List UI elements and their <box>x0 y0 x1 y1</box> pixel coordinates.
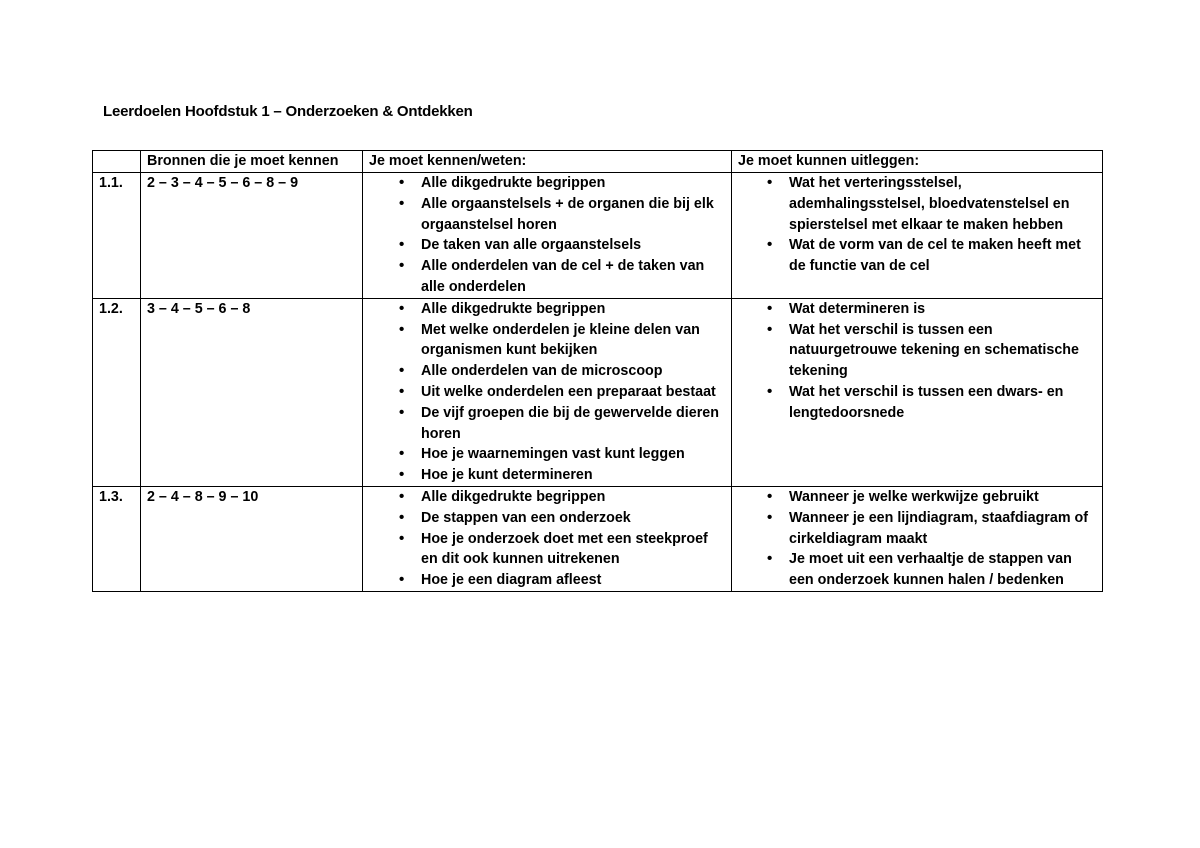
header-section <box>93 151 141 173</box>
list-item: • Wanneer je een lijndiagram, staafdiagram of cirkeldiagram maakt <box>738 508 1096 550</box>
explain-list <box>738 299 1096 424</box>
explain-list <box>738 487 1096 591</box>
list-item: • Alle dikgedrukte begrippen <box>369 487 725 508</box>
header-sources: Bronnen die je moet kennen <box>141 151 363 173</box>
list-item: • Alle dikgedrukte begrippen <box>369 299 725 320</box>
know-cell <box>363 298 732 486</box>
list-item: • Wat het verschil is tussen een natuurgetrouwe tekening en schematische tekening <box>738 320 1096 382</box>
section-number: 1.3. <box>93 486 141 591</box>
explain-cell <box>732 298 1103 486</box>
list-item: • Alle dikgedrukte begrippen <box>369 173 725 194</box>
sources-cell: 3 – 4 – 5 – 6 – 8 <box>141 298 363 486</box>
list-item: • Wat de vorm van de cel te maken heeft met de functie van de cel <box>738 235 1096 277</box>
sources-cell: 2 – 3 – 4 – 5 – 6 – 8 – 9 <box>141 173 363 299</box>
know-cell <box>363 173 732 299</box>
list-item: • De vijf groepen die bij de gewervelde dieren horen <box>369 403 725 445</box>
table-row <box>93 173 1103 299</box>
list-item: • Je moet uit een verhaaltje de stappen van een onderzoek kunnen halen / bedenken <box>738 549 1096 591</box>
list-item: • Hoe je een diagram afleest <box>369 570 725 591</box>
list-item: • Wanneer je welke werkwijze gebruikt <box>738 487 1096 508</box>
section-number: 1.1. <box>93 173 141 299</box>
list-item: • Hoe je kunt determineren <box>369 465 725 486</box>
sources-cell: 2 – 4 – 8 – 9 – 10 <box>141 486 363 591</box>
list-item: • Wat het verteringsstelsel, ademhalingsstelsel, bloedvatenstelsel en spierstelsel met elkaar te maken hebben <box>738 173 1096 235</box>
table-row <box>93 486 1103 591</box>
explain-cell <box>732 173 1103 299</box>
list-item: • Alle orgaanstelsels + de organen die bij elk orgaanstelsel horen <box>369 194 725 236</box>
list-item: • De taken van alle orgaanstelsels <box>369 235 725 256</box>
list-item: • Hoe je waarnemingen vast kunt leggen <box>369 444 725 465</box>
header-know: Je moet kennen/weten: <box>363 151 732 173</box>
table-row <box>93 298 1103 486</box>
explain-cell <box>732 486 1103 591</box>
know-list <box>369 487 725 591</box>
explain-list <box>738 173 1096 277</box>
learning-goals-table <box>92 150 1103 592</box>
list-item: • Alle onderdelen van de cel + de taken van alle onderdelen <box>369 256 725 298</box>
section-number: 1.2. <box>93 298 141 486</box>
know-list <box>369 299 725 486</box>
list-item: • Wat het verschil is tussen een dwars- en lengtedoorsnede <box>738 382 1096 424</box>
list-item: • Uit welke onderdelen een preparaat bestaat <box>369 382 725 403</box>
list-item: • Wat determineren is <box>738 299 1096 320</box>
know-cell <box>363 486 732 591</box>
list-item: • Alle onderdelen van de microscoop <box>369 361 725 382</box>
header-explain: Je moet kunnen uitleggen: <box>732 151 1103 173</box>
document-title: Leerdoelen Hoofdstuk 1 – Onderzoeken & Ontdekken <box>103 103 473 120</box>
header-row <box>93 151 1103 173</box>
list-item: • Hoe je onderzoek doet met een steekproef en dit ook kunnen uitrekenen <box>369 529 725 571</box>
know-list <box>369 173 725 298</box>
list-item: • De stappen van een onderzoek <box>369 508 725 529</box>
list-item: • Met welke onderdelen je kleine delen van organismen kunt bekijken <box>369 320 725 362</box>
